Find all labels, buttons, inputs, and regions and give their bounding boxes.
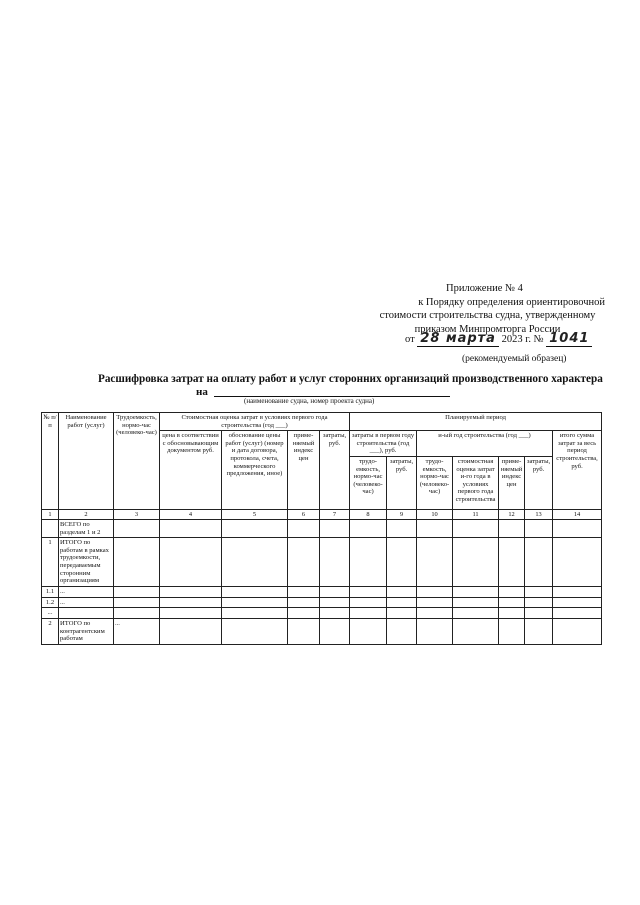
- col-number: 13: [525, 509, 553, 519]
- order-prefix: от: [405, 334, 415, 345]
- row-name: [59, 608, 114, 619]
- table-row: [42, 608, 602, 619]
- header-cost-eval: стоимостная оценка затрат и-го года в условиях первого года строительства: [453, 456, 499, 509]
- na-caption: (наименование судна, номер проекта судна): [244, 397, 375, 405]
- col-number: 6: [288, 509, 320, 519]
- na-label: на: [196, 386, 208, 398]
- header-planned-period: Планируемый период: [350, 413, 602, 431]
- appendix-order-line: к Порядку определения ориентировочной: [418, 296, 605, 308]
- row-num: ...: [42, 608, 59, 619]
- row-num: 1: [42, 538, 59, 587]
- col-number: 9: [387, 509, 417, 519]
- row-name: ИТОГО по работам в рамках трудоемкости, передаваемым сторонним организациям: [59, 538, 114, 587]
- col-number: 2: [59, 509, 114, 519]
- column-numbers-row: [42, 509, 602, 519]
- header-labor: Трудоемкость, нормо-час (человеко-час): [114, 413, 160, 510]
- header-total-sum: итого сумма затрат за весь период строительства, руб.: [553, 431, 602, 510]
- appendix-order-line: приказом Минпромторга России: [414, 323, 561, 335]
- col-number: 10: [417, 509, 453, 519]
- appendix-header: [370, 282, 605, 336]
- header-costs-ith: затраты, руб.: [525, 456, 553, 509]
- handwritten-date: 28 марта: [417, 331, 499, 347]
- col-number: 7: [320, 509, 350, 519]
- header-name: Наименование работ (услуг): [59, 413, 114, 510]
- header-ith-year: и-ый год строительства (год ___): [417, 431, 553, 457]
- col-number: 14: [553, 509, 602, 519]
- header-price: цена в соответствии с обосновывающим документом руб.: [160, 431, 222, 510]
- document-title: Расшифровка затрат на оплату работ и услуг сторонних организаций производственного характера: [98, 373, 603, 385]
- table-row: [42, 587, 602, 598]
- row-num: [42, 519, 59, 537]
- col-number: 8: [350, 509, 387, 519]
- col-number: 3: [114, 509, 160, 519]
- col-number: 5: [222, 509, 288, 519]
- header-row: [42, 413, 602, 431]
- header-index: приме-няемый индекс цен: [288, 431, 320, 510]
- table-row: [42, 618, 602, 644]
- appendix-number: Приложение № 4: [446, 283, 523, 294]
- header-first-year: затраты в первом году строительства (год ___), руб.: [350, 431, 417, 457]
- cost-table: [41, 412, 602, 645]
- header-costs: затраты, руб.: [320, 431, 350, 510]
- order-year: 2023 г. №: [501, 334, 544, 345]
- sample-note: (рекомендуемый образец): [462, 354, 567, 364]
- row-dots: ...: [114, 618, 160, 644]
- header-cost-first-year: Стоимостная оценка затрат в условиях первого года строительства (год ___): [160, 413, 350, 431]
- col-number: 12: [499, 509, 525, 519]
- row-name: ...: [59, 587, 114, 598]
- row-num: 1.1: [42, 587, 59, 598]
- appendix-order-line: стоимости строительства судна, утвержденному: [379, 310, 596, 322]
- table-row: [42, 519, 602, 537]
- col-number: 1: [42, 509, 59, 519]
- handwritten-number: 1041: [546, 331, 592, 347]
- row-name: ИТОГО по контрагентским работам: [59, 618, 114, 644]
- row-num: 1.2: [42, 597, 59, 608]
- header-labor-first: трудо-емкость, нормо-час (человеко-час): [350, 456, 387, 509]
- table-row: [42, 597, 602, 608]
- header-costs-first: затраты, руб.: [387, 456, 417, 509]
- row-num: 2: [42, 618, 59, 644]
- header-labor-ith: трудо-емкость, нормо-час (человеко-час): [417, 456, 453, 509]
- table-row: [42, 538, 602, 587]
- col-number: 4: [160, 509, 222, 519]
- col-number: 11: [453, 509, 499, 519]
- header-num: № п/п: [42, 413, 59, 510]
- header-basis: обоснование цены работ (услуг) (номер и дата договора, протокола, счета, коммерческого предложения, иное): [222, 431, 288, 510]
- row-name: ...: [59, 597, 114, 608]
- header-index-ith: приме-няемый индекс цен: [499, 456, 525, 509]
- row-name: ВСЕГО по разделам 1 и 2: [59, 519, 114, 537]
- order-date-number: [405, 331, 592, 347]
